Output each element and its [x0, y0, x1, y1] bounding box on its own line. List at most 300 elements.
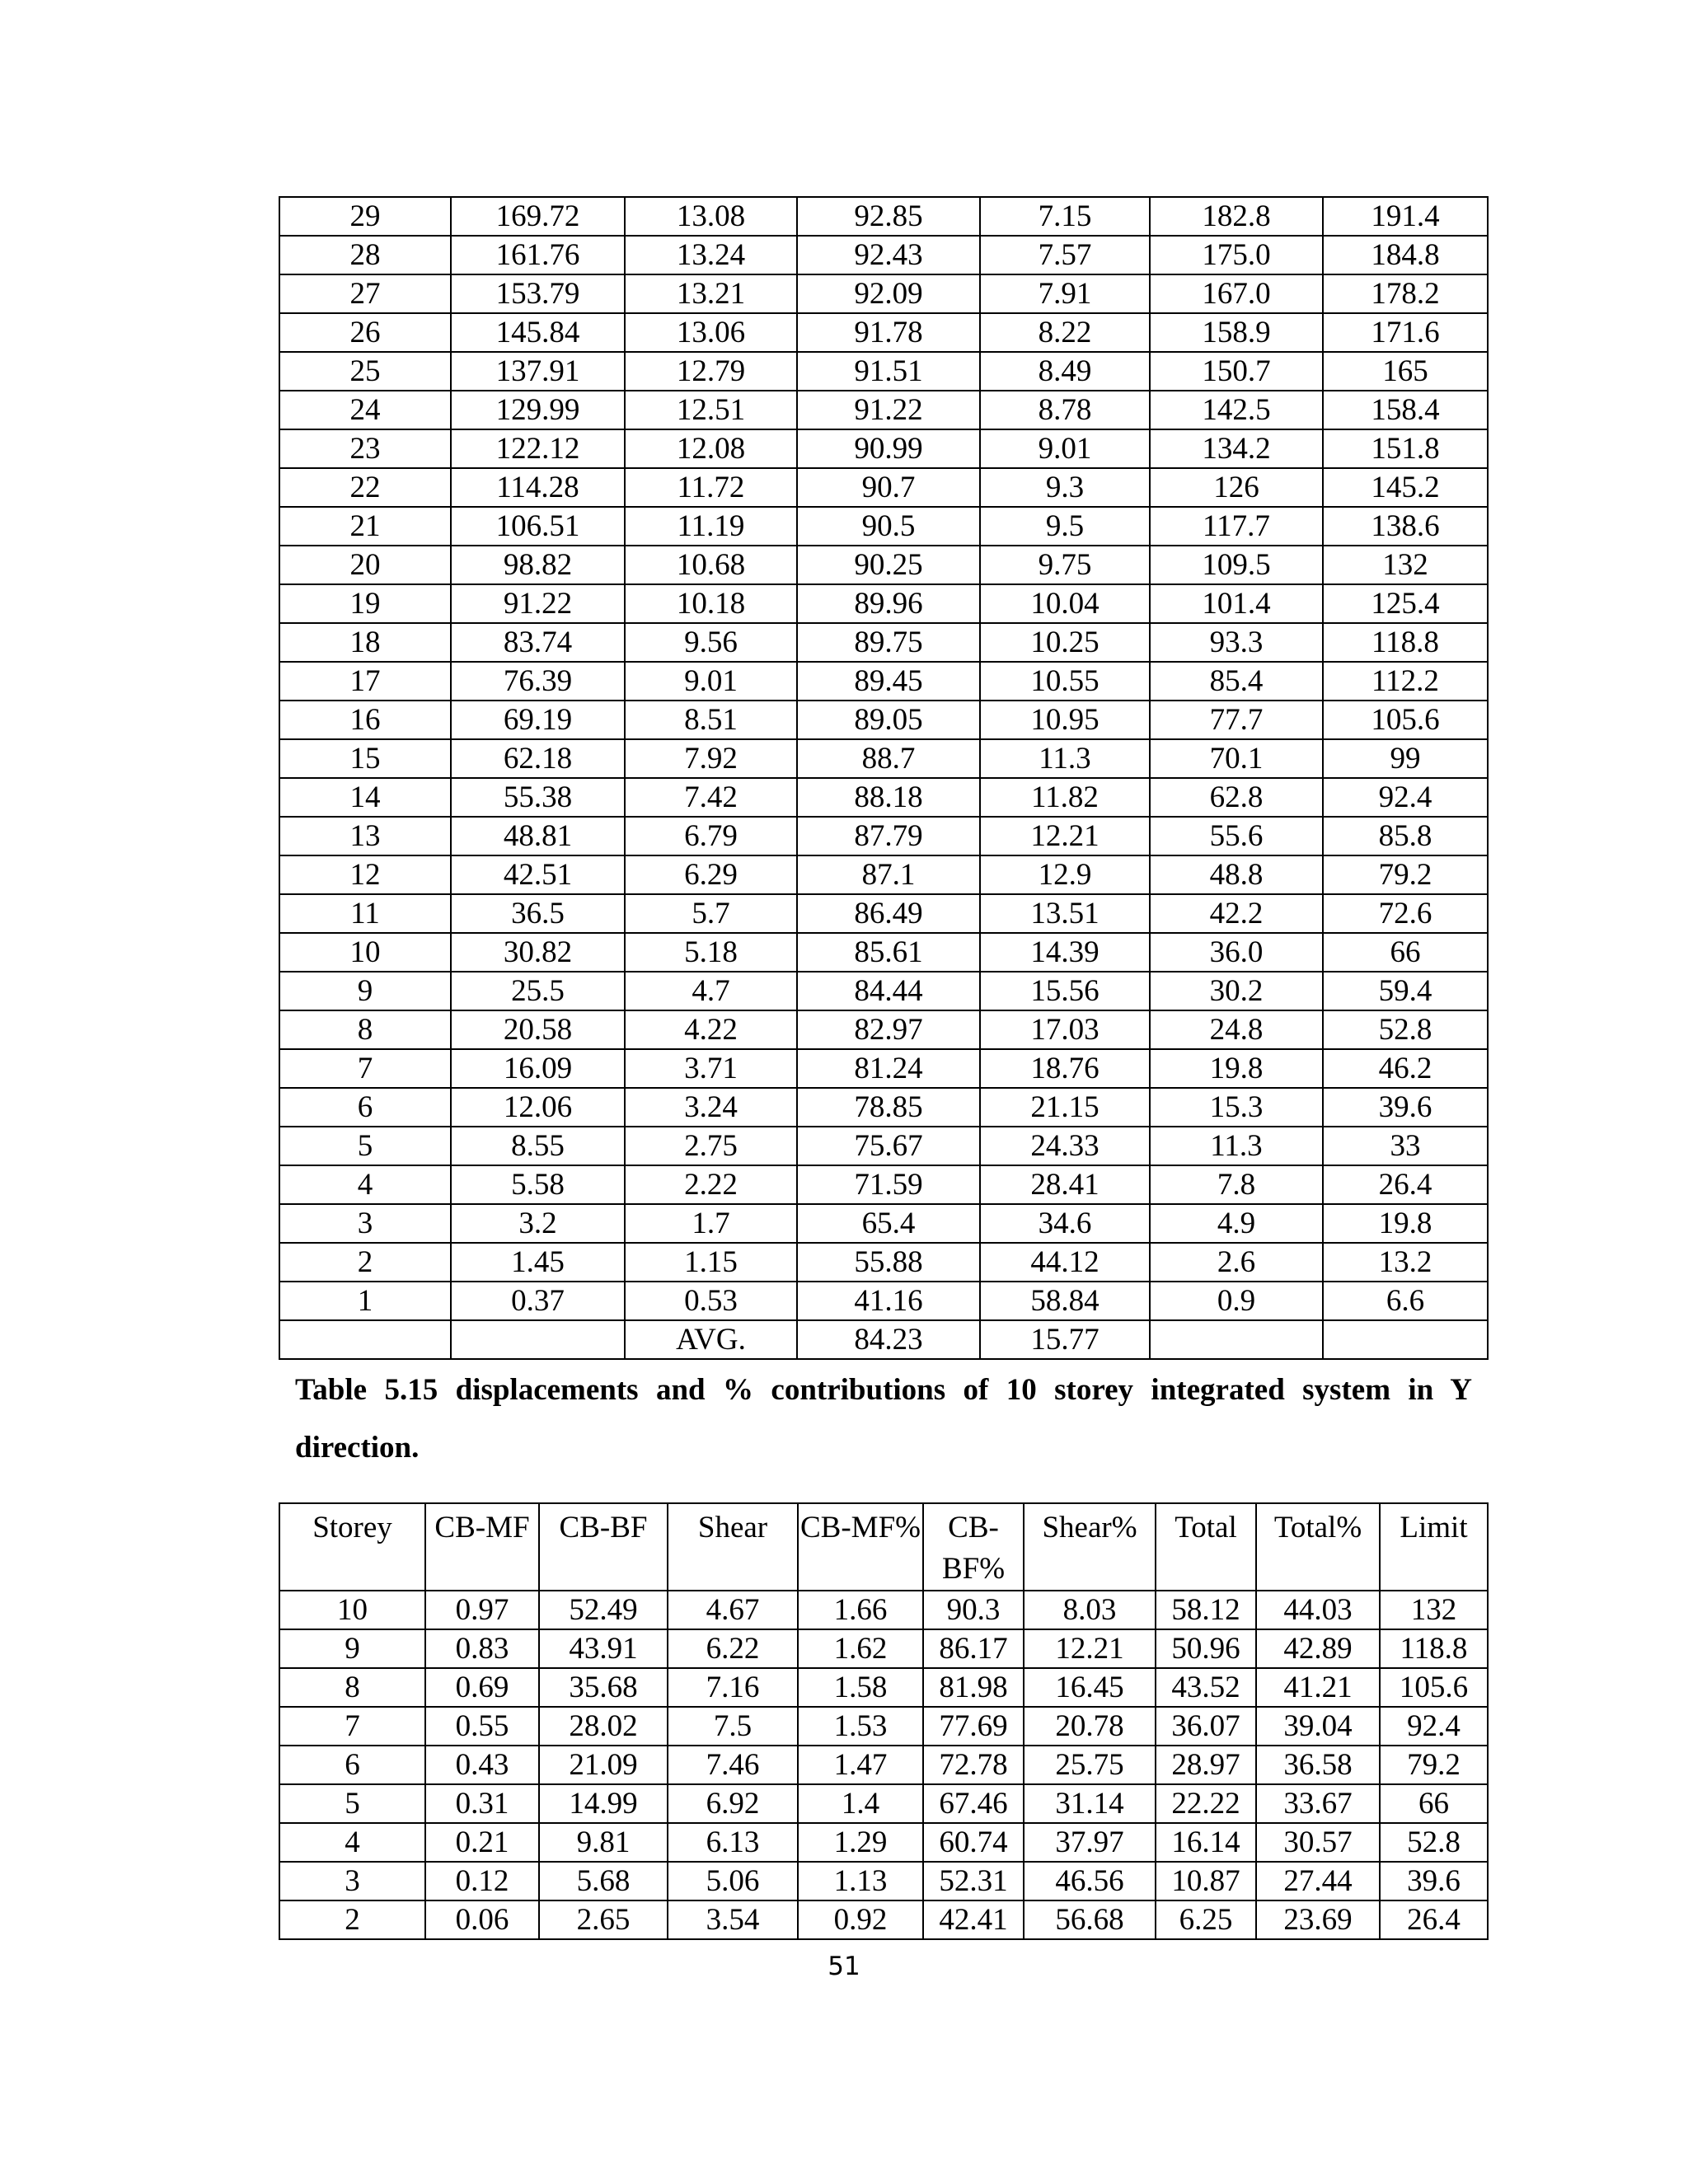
table-cell: 18	[279, 623, 451, 662]
table-cell: 16	[279, 701, 451, 739]
table-cell: 91.78	[797, 313, 980, 352]
table-cell: 90.3	[923, 1591, 1024, 1629]
table-cell: 20.58	[451, 1010, 625, 1049]
table-cell: 3	[279, 1862, 425, 1900]
table-cell: 10.68	[625, 546, 797, 584]
table-cell: 36.0	[1150, 933, 1323, 972]
table-cell: 2.65	[539, 1900, 668, 1939]
table-cell: 75.67	[797, 1127, 980, 1165]
table-cell: 16.09	[451, 1049, 625, 1088]
table-cell: 10.18	[625, 584, 797, 623]
table-cell: 11.82	[980, 778, 1150, 817]
table-cell: 77.69	[923, 1707, 1024, 1746]
table-cell: 12.9	[980, 855, 1150, 894]
table-cell: 138.6	[1323, 507, 1488, 546]
table-cell: 106.51	[451, 507, 625, 546]
table-cell: 31.14	[1024, 1784, 1156, 1823]
table-cell: 167.0	[1150, 274, 1323, 313]
table-cell: 42.51	[451, 855, 625, 894]
table-row	[279, 855, 1488, 894]
table-cell: 0.9	[1150, 1282, 1323, 1320]
table-cell: 10.55	[980, 662, 1150, 701]
table-cell: 65.4	[797, 1204, 980, 1243]
table-cell: 58.84	[980, 1282, 1150, 1320]
table-cell: 5.06	[668, 1862, 798, 1900]
table-cell: 6.25	[1156, 1900, 1256, 1939]
table-cell: 24.8	[1150, 1010, 1323, 1049]
table-cell: 118.8	[1323, 623, 1488, 662]
table-cell: 9.81	[539, 1823, 668, 1862]
table-cell: 184.8	[1323, 236, 1488, 274]
table-cell: 0.21	[425, 1823, 539, 1862]
table-cell: 9.3	[980, 468, 1150, 507]
page-number: 51	[828, 1952, 860, 1981]
table-cell: 7	[279, 1049, 451, 1088]
table-cell: 0.83	[425, 1629, 539, 1668]
table-cell: 9	[279, 972, 451, 1010]
lower-data-table	[279, 1502, 1489, 1940]
table-cell	[1150, 1320, 1323, 1359]
table-cell: 89.96	[797, 584, 980, 623]
table-cell: 78.85	[797, 1088, 980, 1127]
table-cell: 2.75	[625, 1127, 797, 1165]
table-cell: 1	[279, 1282, 451, 1320]
table-row	[279, 274, 1488, 313]
table-cell: 89.05	[797, 701, 980, 739]
table-cell: 9	[279, 1629, 425, 1668]
table-cell: 7.15	[980, 197, 1150, 236]
table-cell: 48.8	[1150, 855, 1323, 894]
table-cell: 1.45	[451, 1243, 625, 1282]
table-cell: 46.56	[1024, 1862, 1156, 1900]
table-row	[279, 1049, 1488, 1088]
table-cell: 79.2	[1380, 1746, 1488, 1784]
table-cell: 8	[279, 1010, 451, 1049]
table-cell: 1.29	[798, 1823, 923, 1862]
table-cell: 6.29	[625, 855, 797, 894]
table-cell: 1.47	[798, 1746, 923, 1784]
table-row	[279, 817, 1488, 855]
table-cell: 20	[279, 546, 451, 584]
table-cell: 2	[279, 1243, 451, 1282]
table-row	[279, 1629, 1488, 1668]
table-cell: 85.8	[1323, 817, 1488, 855]
table-cell: 30.57	[1256, 1823, 1380, 1862]
table-cell: 13.08	[625, 197, 797, 236]
table-cell: 27.44	[1256, 1862, 1380, 1900]
table-row	[279, 1243, 1488, 1282]
table-cell: 52.49	[539, 1591, 668, 1629]
table-cell: 3	[279, 1204, 451, 1243]
table-cell: 18.76	[980, 1049, 1150, 1088]
table-cell: 90.99	[797, 429, 980, 468]
table-cell: 109.5	[1150, 546, 1323, 584]
table-cell: 48.81	[451, 817, 625, 855]
table-row	[279, 429, 1488, 468]
table-cell: 178.2	[1323, 274, 1488, 313]
table-cell: 77.7	[1150, 701, 1323, 739]
table-cell: 9.01	[980, 429, 1150, 468]
table-cell: 81.98	[923, 1668, 1024, 1707]
header-cell: Limit	[1380, 1503, 1488, 1591]
table-cell: 33.67	[1256, 1784, 1380, 1823]
table-cell: 71.59	[797, 1165, 980, 1204]
table-cell: 79.2	[1323, 855, 1488, 894]
table-cell: 0.43	[425, 1746, 539, 1784]
table-cell: 169.72	[451, 197, 625, 236]
table-cell: 129.99	[451, 391, 625, 429]
table-cell: 14.39	[980, 933, 1150, 972]
header-row	[279, 1503, 1488, 1591]
table-cell: 39.04	[1256, 1707, 1380, 1746]
table-cell: 52.31	[923, 1862, 1024, 1900]
table-cell: 13.21	[625, 274, 797, 313]
table-cell: 1.58	[798, 1668, 923, 1707]
table-row	[279, 739, 1488, 778]
table-cell: 91.22	[451, 584, 625, 623]
table-cell: 4.9	[1150, 1204, 1323, 1243]
table-cell	[279, 1320, 451, 1359]
table-cell: 1.15	[625, 1243, 797, 1282]
table-row	[279, 1823, 1488, 1862]
upper-data-table	[279, 196, 1489, 1360]
table-row	[279, 933, 1488, 972]
table-cell: 161.76	[451, 236, 625, 274]
table-cell: 19.8	[1150, 1049, 1323, 1088]
table-cell: 99	[1323, 739, 1488, 778]
table-cell: 82.97	[797, 1010, 980, 1049]
table-cell: 92.43	[797, 236, 980, 274]
table-cell: 86.49	[797, 894, 980, 933]
table-cell: 83.74	[451, 623, 625, 662]
table-cell: 11	[279, 894, 451, 933]
table-cell: 4	[279, 1165, 451, 1204]
table-cell: 12.21	[1024, 1629, 1156, 1668]
table-cell: 15.3	[1150, 1088, 1323, 1127]
table-cell: 142.5	[1150, 391, 1323, 429]
table-cell: 7.91	[980, 274, 1150, 313]
table-cell: 15.56	[980, 972, 1150, 1010]
table-cell: 27	[279, 274, 451, 313]
table-cell: 90.25	[797, 546, 980, 584]
table-cell: 134.2	[1150, 429, 1323, 468]
lower-table-body	[279, 1591, 1488, 1939]
table-cell: 150.7	[1150, 352, 1323, 391]
table-cell: 21	[279, 507, 451, 546]
table-cell: 105.6	[1380, 1668, 1488, 1707]
table-cell: 0.53	[625, 1282, 797, 1320]
table-row	[279, 1900, 1488, 1939]
table-cell: 6.6	[1323, 1282, 1488, 1320]
table-cell: 90.5	[797, 507, 980, 546]
header-cell: Total%	[1256, 1503, 1380, 1591]
table-cell: 2.6	[1150, 1243, 1323, 1282]
table-cell: 7.42	[625, 778, 797, 817]
table-cell: 9.56	[625, 623, 797, 662]
table-cell: 91.51	[797, 352, 980, 391]
table-cell: 1.62	[798, 1629, 923, 1668]
table-cell: 8	[279, 1668, 425, 1707]
table-cell: 1.13	[798, 1862, 923, 1900]
table-row	[279, 1010, 1488, 1049]
table-cell: 9.5	[980, 507, 1150, 546]
table-row	[279, 1165, 1488, 1204]
table-cell: 39.6	[1323, 1088, 1488, 1127]
table-cell: 26	[279, 313, 451, 352]
table-cell: 158.4	[1323, 391, 1488, 429]
table-cell: 43.91	[539, 1629, 668, 1668]
table-cell: 23	[279, 429, 451, 468]
table-cell: 14.99	[539, 1784, 668, 1823]
table-cell: 62.8	[1150, 778, 1323, 817]
table-cell: 145.84	[451, 313, 625, 352]
table-cell: 12	[279, 855, 451, 894]
table-cell: 3.24	[625, 1088, 797, 1127]
table-cell: 7.16	[668, 1668, 798, 1707]
table-cell: 30.82	[451, 933, 625, 972]
table-row	[279, 391, 1488, 429]
table-cell: 112.2	[1323, 662, 1488, 701]
table-cell: 5	[279, 1127, 451, 1165]
table-cell: 8.55	[451, 1127, 625, 1165]
table-cell: 12.21	[980, 817, 1150, 855]
table-cell: 84.44	[797, 972, 980, 1010]
table-cell: 9.01	[625, 662, 797, 701]
table-cell: 50.96	[1156, 1629, 1256, 1668]
header-cell: Storey	[279, 1503, 425, 1591]
table-cell: 7.46	[668, 1746, 798, 1784]
table-cell: 44.03	[1256, 1591, 1380, 1629]
table-row	[279, 1127, 1488, 1165]
table-cell: 7	[279, 1707, 425, 1746]
table-cell: 175.0	[1150, 236, 1323, 274]
table-cell: 13.06	[625, 313, 797, 352]
table-caption: Table 5.15 displacements and % contributions of 10 storey integrated system in Y direction.	[295, 1373, 1472, 1465]
table-cell: 105.6	[1323, 701, 1488, 739]
table-cell	[1323, 1320, 1488, 1359]
table-cell: 158.9	[1150, 313, 1323, 352]
table-cell: 33	[1323, 1127, 1488, 1165]
table-cell: 10.95	[980, 701, 1150, 739]
table-cell: 1.4	[798, 1784, 923, 1823]
table-cell: 114.28	[451, 468, 625, 507]
table-cell: 21.09	[539, 1746, 668, 1784]
table-cell: 92.09	[797, 274, 980, 313]
table-cell: 165	[1323, 352, 1488, 391]
table-cell: 92.4	[1380, 1707, 1488, 1746]
table-row	[279, 701, 1488, 739]
table-row	[279, 1591, 1488, 1629]
table-cell: 52.8	[1323, 1010, 1488, 1049]
table-cell: 182.8	[1150, 197, 1323, 236]
table-cell: 25	[279, 352, 451, 391]
table-cell: 16.45	[1024, 1668, 1156, 1707]
table-cell: 24.33	[980, 1127, 1150, 1165]
table-row	[279, 1204, 1488, 1243]
table-cell: 6.79	[625, 817, 797, 855]
table-cell: 7.57	[980, 236, 1150, 274]
table-row	[279, 1746, 1488, 1784]
table-cell: 14	[279, 778, 451, 817]
table-cell: 70.1	[1150, 739, 1323, 778]
table-cell: 20.78	[1024, 1707, 1156, 1746]
table-cell: 10	[279, 1591, 425, 1629]
header-cell: CB-BF%	[923, 1503, 1024, 1591]
table-cell: 12.06	[451, 1088, 625, 1127]
table-cell: 117.7	[1150, 507, 1323, 546]
table-cell: 1.66	[798, 1591, 923, 1629]
table-cell: 8.49	[980, 352, 1150, 391]
table-row	[279, 894, 1488, 933]
table-cell: 84.23	[797, 1320, 980, 1359]
table-cell: 58.12	[1156, 1591, 1256, 1629]
table-cell: 42.89	[1256, 1629, 1380, 1668]
table-row	[279, 623, 1488, 662]
table-cell: 171.6	[1323, 313, 1488, 352]
table-cell: 36.5	[451, 894, 625, 933]
table-cell: AVG.	[625, 1320, 797, 1359]
table-cell: 26.4	[1380, 1900, 1488, 1939]
table-cell: 13.2	[1323, 1243, 1488, 1282]
table-cell: 7.92	[625, 739, 797, 778]
table-cell: 36.07	[1156, 1707, 1256, 1746]
table-cell: 37.97	[1024, 1823, 1156, 1862]
header-cell: CB-BF	[539, 1503, 668, 1591]
table-cell: 55.38	[451, 778, 625, 817]
table-cell: 76.39	[451, 662, 625, 701]
table-row	[279, 662, 1488, 701]
table-cell: 5	[279, 1784, 425, 1823]
table-cell: 44.12	[980, 1243, 1150, 1282]
table-cell: 89.75	[797, 623, 980, 662]
table-cell: 125.4	[1323, 584, 1488, 623]
table-cell: 90.7	[797, 468, 980, 507]
table-cell: 25.5	[451, 972, 625, 1010]
table-row	[279, 236, 1488, 274]
table-row	[279, 507, 1488, 546]
lower-table-head	[279, 1503, 1488, 1591]
table-cell: 46.2	[1323, 1049, 1488, 1088]
table-cell: 122.12	[451, 429, 625, 468]
table-cell: 2	[279, 1900, 425, 1939]
upper-table-body	[279, 197, 1488, 1359]
table-row	[279, 313, 1488, 352]
table-cell: 42.2	[1150, 894, 1323, 933]
table-cell: 87.79	[797, 817, 980, 855]
table-cell: 28.97	[1156, 1746, 1256, 1784]
table-cell: 4.22	[625, 1010, 797, 1049]
table-cell: 85.61	[797, 933, 980, 972]
table-row	[279, 1320, 1488, 1359]
table-row	[279, 197, 1488, 236]
table-cell: 92.85	[797, 197, 980, 236]
table-row	[279, 1707, 1488, 1746]
table-cell: 118.8	[1380, 1629, 1488, 1668]
table-cell: 11.19	[625, 507, 797, 546]
table-cell: 6	[279, 1088, 451, 1127]
table-cell: 5.7	[625, 894, 797, 933]
table-cell: 5.68	[539, 1862, 668, 1900]
table-row	[279, 1862, 1488, 1900]
table-cell: 60.74	[923, 1823, 1024, 1862]
table-cell: 22.22	[1156, 1784, 1256, 1823]
table-cell: 86.17	[923, 1629, 1024, 1668]
table-cell: 10.87	[1156, 1862, 1256, 1900]
table-cell: 0.31	[425, 1784, 539, 1823]
table-cell: 66	[1380, 1784, 1488, 1823]
table-row	[279, 1088, 1488, 1127]
table-cell: 12.79	[625, 352, 797, 391]
table-cell: 13.24	[625, 236, 797, 274]
table-cell: 62.18	[451, 739, 625, 778]
table-cell: 29	[279, 197, 451, 236]
header-cell: Shear%	[1024, 1503, 1156, 1591]
table-cell: 1.7	[625, 1204, 797, 1243]
table-row	[279, 1668, 1488, 1707]
table-cell: 15	[279, 739, 451, 778]
table-cell: 10.04	[980, 584, 1150, 623]
table-cell: 4	[279, 1823, 425, 1862]
table-cell: 8.51	[625, 701, 797, 739]
table-cell: 66	[1323, 933, 1488, 972]
table-cell: 0.06	[425, 1900, 539, 1939]
table-cell: 23.69	[1256, 1900, 1380, 1939]
table-cell: 1.53	[798, 1707, 923, 1746]
table-cell: 67.46	[923, 1784, 1024, 1823]
table-row	[279, 584, 1488, 623]
table-cell: 3.71	[625, 1049, 797, 1088]
table-row	[279, 546, 1488, 584]
table-cell: 39.6	[1380, 1862, 1488, 1900]
table-cell: 19.8	[1323, 1204, 1488, 1243]
table-cell: 55.88	[797, 1243, 980, 1282]
table-cell: 3.54	[668, 1900, 798, 1939]
table-cell: 24	[279, 391, 451, 429]
table-cell: 28.41	[980, 1165, 1150, 1204]
table-cell: 17	[279, 662, 451, 701]
table-cell	[451, 1320, 625, 1359]
table-cell: 15.77	[980, 1320, 1150, 1359]
table-cell: 6	[279, 1746, 425, 1784]
table-cell: 56.68	[1024, 1900, 1156, 1939]
table-cell: 26.4	[1323, 1165, 1488, 1204]
table-cell: 89.45	[797, 662, 980, 701]
table-cell: 28	[279, 236, 451, 274]
table-cell: 137.91	[451, 352, 625, 391]
table-cell: 8.22	[980, 313, 1150, 352]
table-cell: 17.03	[980, 1010, 1150, 1049]
table-row	[279, 972, 1488, 1010]
table-cell: 41.16	[797, 1282, 980, 1320]
table-cell: 88.18	[797, 778, 980, 817]
table-cell: 0.37	[451, 1282, 625, 1320]
table-cell: 41.21	[1256, 1668, 1380, 1707]
header-cell: CB-MF%	[798, 1503, 923, 1591]
table-cell: 2.22	[625, 1165, 797, 1204]
table-cell: 13	[279, 817, 451, 855]
table-cell: 30.2	[1150, 972, 1323, 1010]
table-cell: 0.12	[425, 1862, 539, 1900]
table-cell: 3.2	[451, 1204, 625, 1243]
table-cell: 0.92	[798, 1900, 923, 1939]
table-row	[279, 1784, 1488, 1823]
table-cell: 11.3	[1150, 1127, 1323, 1165]
table-row	[279, 352, 1488, 391]
table-cell: 126	[1150, 468, 1323, 507]
table-cell: 12.51	[625, 391, 797, 429]
table-cell: 59.4	[1323, 972, 1488, 1010]
table-cell: 35.68	[539, 1668, 668, 1707]
